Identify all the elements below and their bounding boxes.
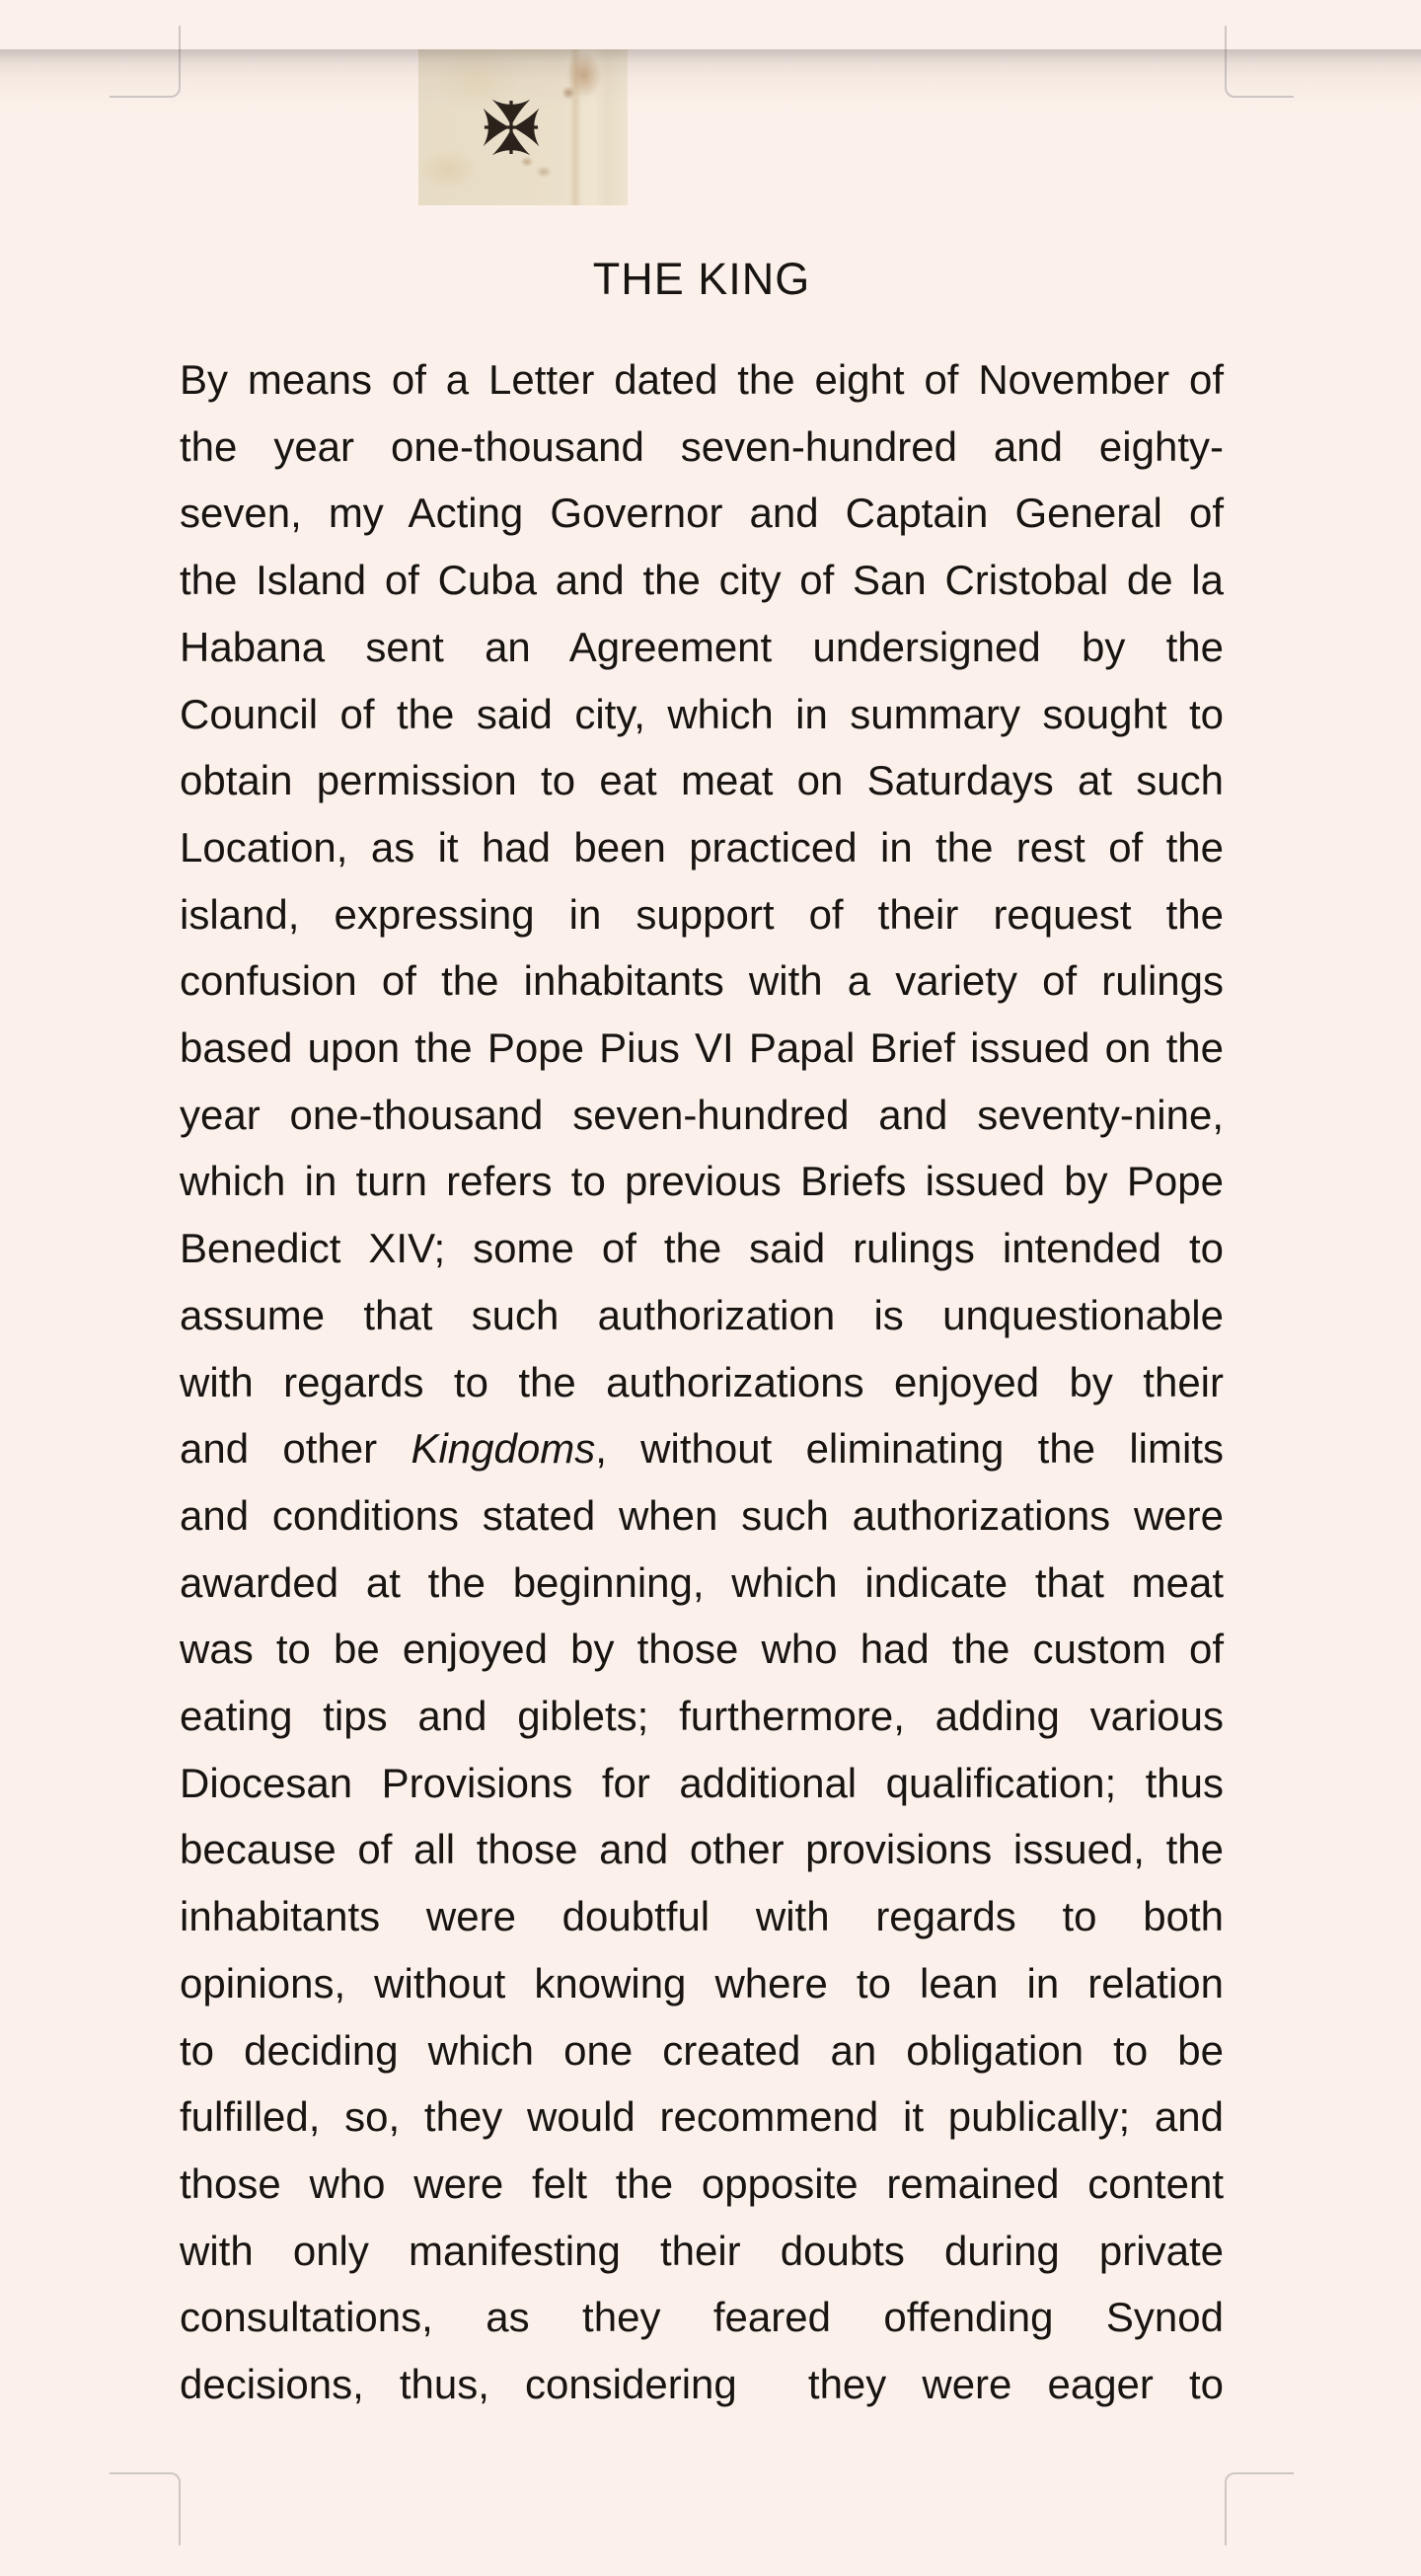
text-line: because of all those and other provisions issued, the (180, 1826, 1224, 1873)
text-line: with regards to the authorizations enjoyed by their (180, 1358, 1224, 1405)
text-line: inhabitants were doubtful with regards to both (180, 1893, 1224, 1940)
text-line: which in turn refers to previous Briefs issued by Pope (180, 1158, 1224, 1205)
adjacent-page-corner-bottom-right (1225, 2472, 1294, 2545)
text-line: obtain permission to eat meat on Saturdays at such (180, 757, 1224, 804)
text-line: decisions, thus, considering they were eager to (180, 2361, 1224, 2408)
text-line: based upon the Pope Pius VI Papal Brief issued on the (180, 1024, 1224, 1072)
top-edge-shadow (0, 49, 1421, 109)
text-line: fulfilled, so, they would recommend it publically; and (180, 2093, 1224, 2141)
document-body (180, 346, 1224, 2418)
text-line: Habana sent an Agreement undersigned by the (180, 623, 1224, 670)
text-line: By means of a Letter dated the eight of November of (180, 356, 1224, 403)
text-line: seven, my Acting Governor and Captain General of (180, 490, 1224, 537)
reader-page[interactable] (0, 49, 1421, 2576)
adjacent-page-corner-top-left (110, 26, 181, 98)
text-line: was to be enjoyed by those who had the custom of (180, 1626, 1224, 1673)
text-line: with only manifesting their doubts during private (180, 2227, 1224, 2274)
text-line: and other Kingdoms, without eliminating the limits (180, 1425, 1224, 1473)
text-line: island, expressing in support of their request the (180, 890, 1224, 938)
text-line: consultations, as they feared offending Synod (180, 2294, 1224, 2341)
text-line: year one-thousand seven-hundred and seventy-nine, (180, 1091, 1224, 1138)
text-line: assume that such authorization is unquestionable (180, 1291, 1224, 1338)
adjacent-page-corner-top-right (1225, 26, 1294, 98)
text-line: opinions, without knowing where to lean in relation (180, 1959, 1224, 2007)
text-line: the year one-thousand seven-hundred and eighty- (180, 422, 1224, 470)
maltese-cross-icon (469, 87, 554, 168)
text-line: confusion of the inhabitants with a variety of rulings (180, 957, 1224, 1005)
text-line: Diocesan Provisions for additional qualification; thus (180, 1759, 1224, 1806)
text-line: the Island of Cuba and the city of San Cristobal de la (180, 557, 1224, 604)
text-line: Benedict XIV; some of the said rulings intended to (180, 1225, 1224, 1272)
text-line: those who were felt the opposite remained content (180, 2159, 1224, 2207)
page-title: THE KING (592, 254, 811, 304)
parchment-emblem-image (418, 49, 628, 205)
text-line: eating tips and giblets; furthermore, adding various (180, 1693, 1224, 1740)
text-line: awarded at the beginning, which indicate that meat (180, 1558, 1224, 1606)
text-line: Location, as it had been practiced in the rest of the (180, 823, 1224, 871)
text-line: and conditions stated when such authorizations were (180, 1491, 1224, 1539)
text-line: to deciding which one created an obligation to be (180, 2026, 1224, 2074)
adjacent-page-corner-bottom-left (110, 2472, 181, 2545)
text-line: Council of the said city, which in summary sought to (180, 690, 1224, 737)
